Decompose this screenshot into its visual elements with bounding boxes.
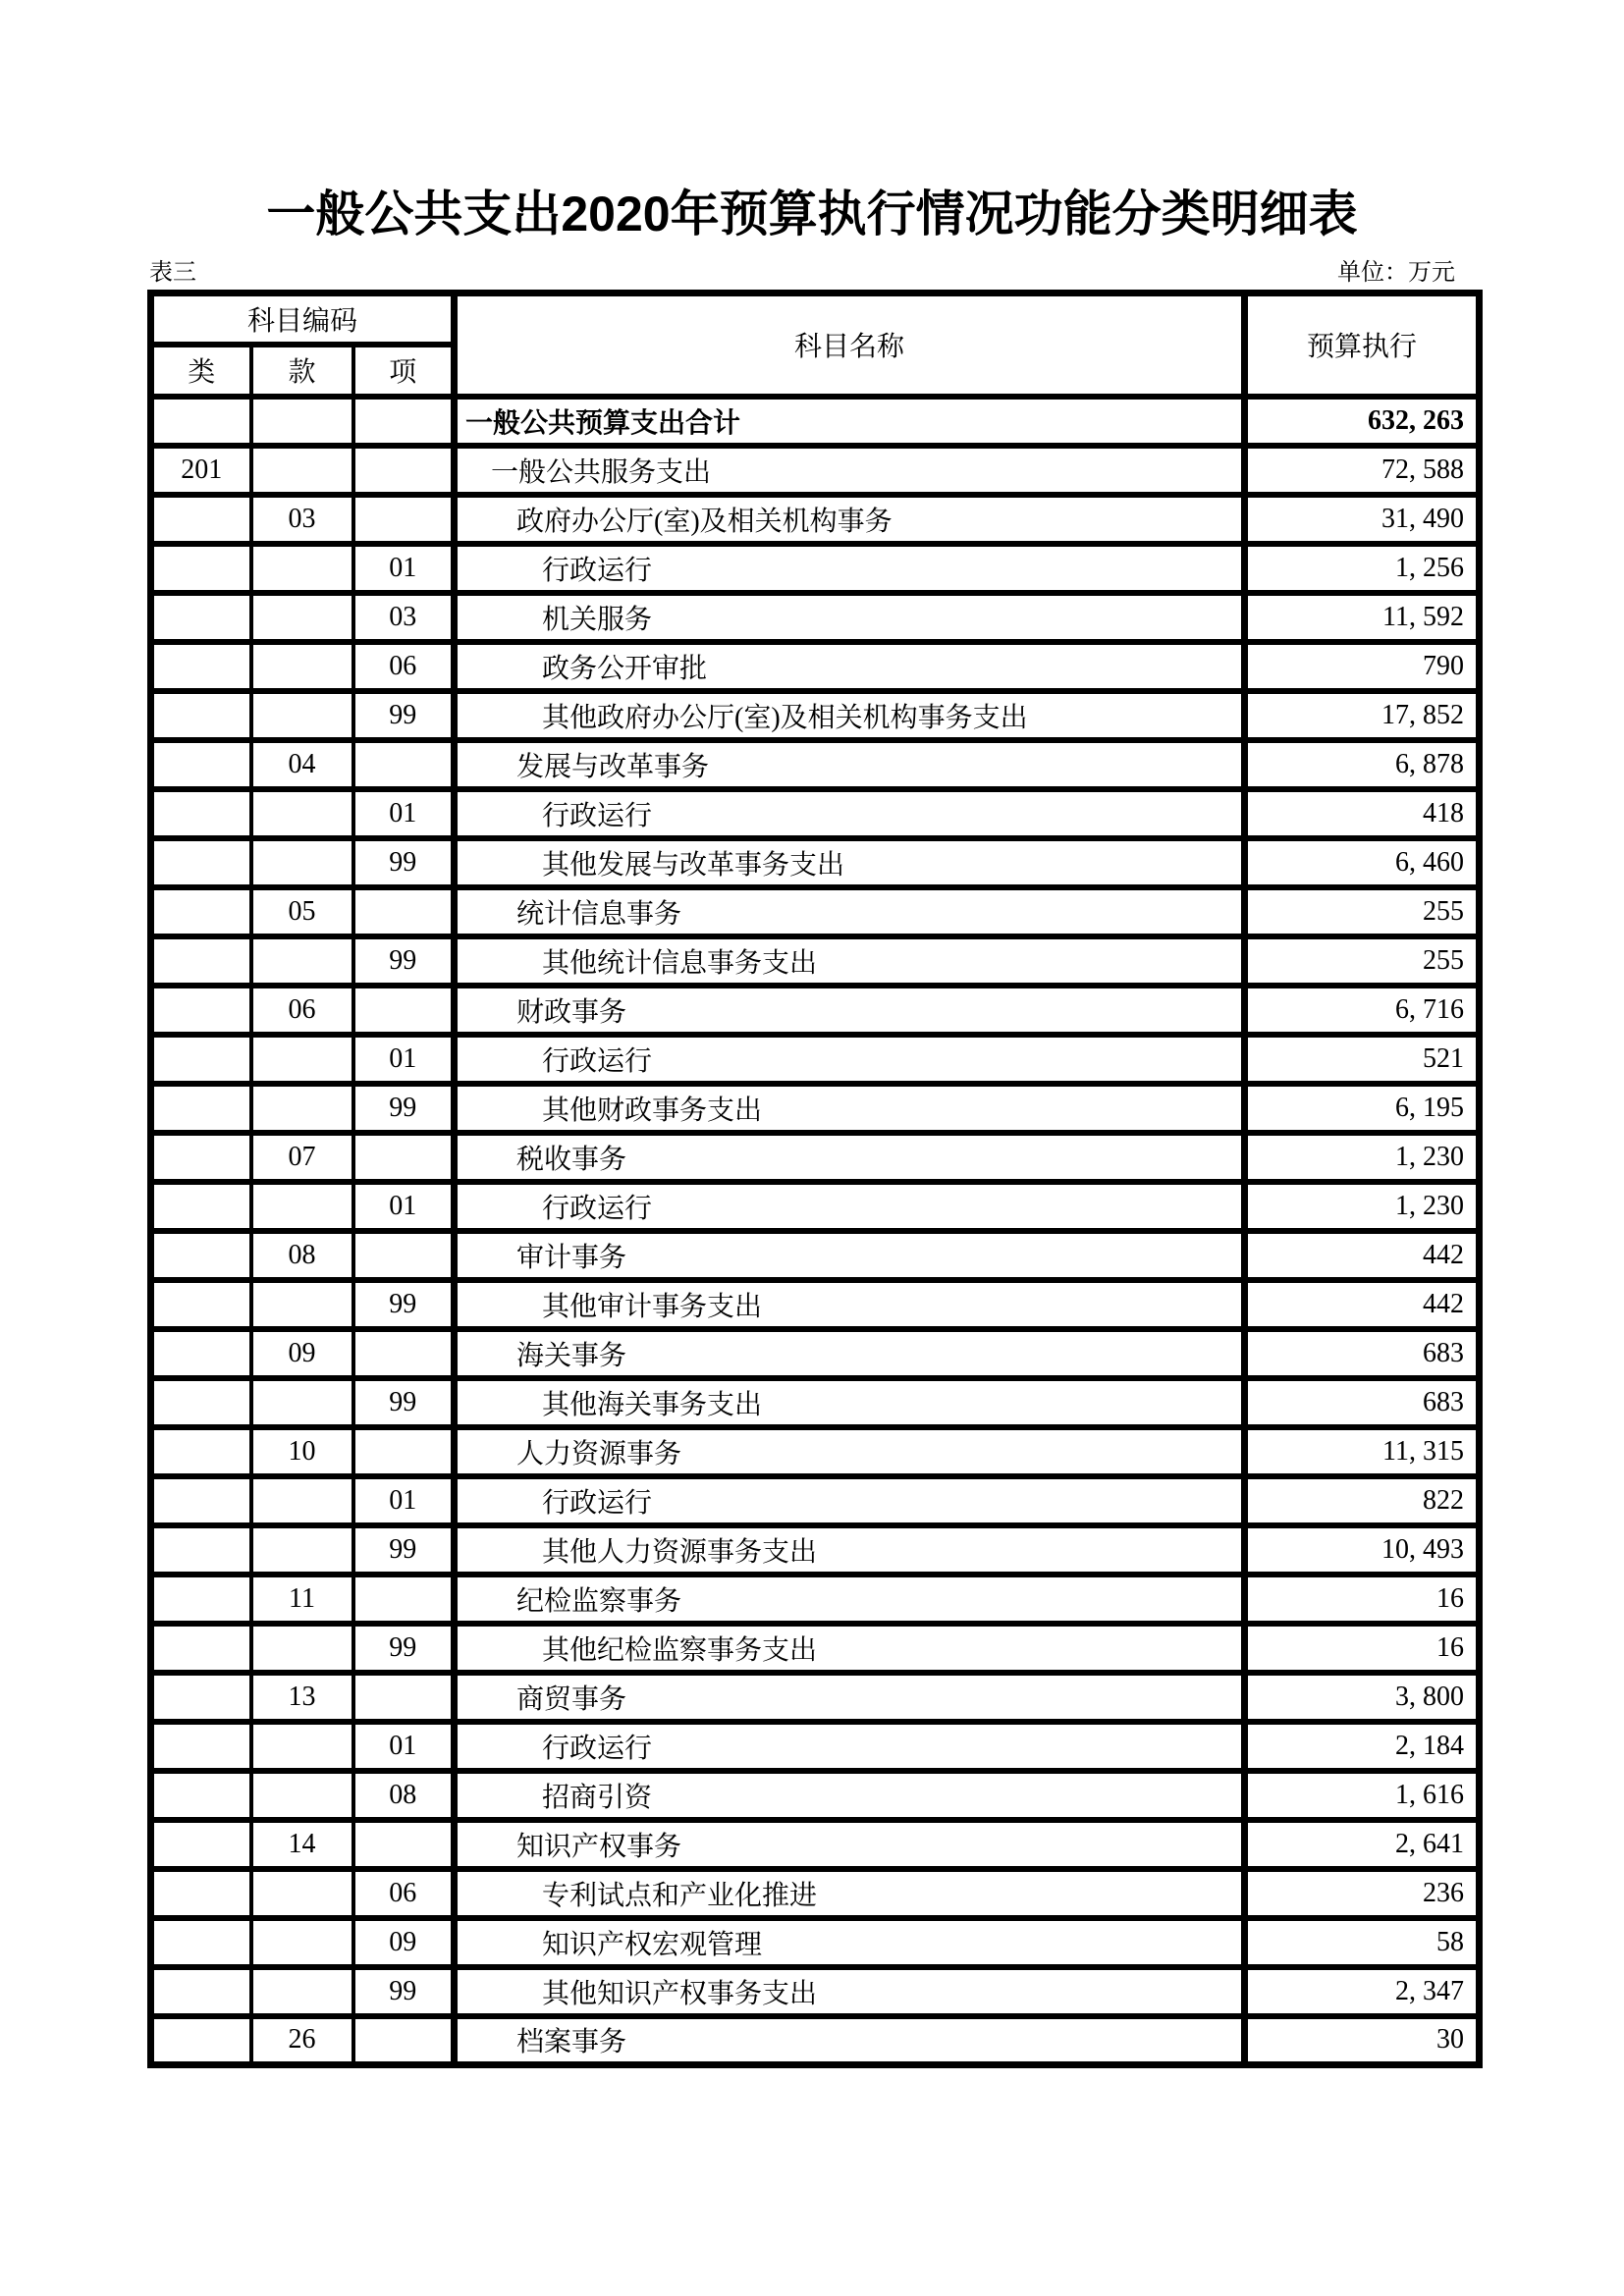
cell-xiang-code [353,397,455,446]
cell-lei-code [151,2016,251,2065]
cell-subject-name: 其他审计事务支出 [455,1280,1245,1329]
cell-xiang-code [353,1231,455,1280]
cell-xiang-code: 01 [353,1182,455,1231]
cell-subject-name: 其他纪检监察事务支出 [455,1624,1245,1673]
cell-kuan-code [251,1084,353,1133]
table-row [151,1673,1480,1722]
cell-kuan-code: 05 [251,887,353,936]
cell-xiang-code [353,887,455,936]
cell-xiang-code [353,1575,455,1624]
cell-budget-value: 2, 184 [1245,1722,1480,1771]
cell-budget-value: 30 [1245,2016,1480,2065]
cell-xiang-code [353,495,455,544]
cell-lei-code [151,1918,251,1967]
cell-budget-value: 683 [1245,1378,1480,1427]
table-row [151,789,1480,838]
cell-subject-name: 其他知识产权事务支出 [455,1967,1245,2016]
cell-subject-name: 其他财政事务支出 [455,1084,1245,1133]
cell-kuan-code: 14 [251,1820,353,1869]
cell-lei-code [151,1035,251,1084]
cell-subject-name: 专利试点和产业化推进 [455,1869,1245,1918]
cell-subject-name: 统计信息事务 [455,887,1245,936]
cell-budget-value: 2, 641 [1245,1820,1480,1869]
cell-lei-code [151,1378,251,1427]
cell-lei-code [151,1476,251,1525]
cell-subject-name: 商贸事务 [455,1673,1245,1722]
cell-kuan-code: 08 [251,1231,353,1280]
cell-kuan-code: 07 [251,1133,353,1182]
cell-xiang-code: 01 [353,1035,455,1084]
cell-subject-name: 财政事务 [455,986,1245,1035]
header-xiang-column: 项 [353,345,455,397]
table-row [151,1624,1480,1673]
cell-kuan-code [251,1182,353,1231]
cell-budget-value: 683 [1245,1329,1480,1378]
table-row [151,642,1480,691]
header-row-top [151,294,1480,345]
cell-xiang-code [353,1427,455,1476]
table-meta-line [149,253,1455,287]
cell-budget-value: 3, 800 [1245,1673,1480,1722]
cell-lei-code [151,593,251,642]
table-row [151,1476,1480,1525]
cell-xiang-code [353,446,455,495]
cell-lei-code [151,1525,251,1575]
cell-kuan-code [251,1035,353,1084]
cell-lei-code [151,1722,251,1771]
cell-lei-code [151,1771,251,1820]
table-row [151,544,1480,593]
cell-budget-value: 6, 460 [1245,838,1480,887]
cell-budget-value: 6, 195 [1245,1084,1480,1133]
table-row [151,1280,1480,1329]
cell-lei-code [151,1575,251,1624]
cell-lei-code [151,544,251,593]
table-row [151,495,1480,544]
cell-xiang-code [353,2016,455,2065]
cell-budget-value: 6, 878 [1245,740,1480,789]
table-row [151,986,1480,1035]
cell-budget-value: 255 [1245,936,1480,986]
table-row [151,593,1480,642]
cell-budget-value: 58 [1245,1918,1480,1967]
cell-lei-code [151,1133,251,1182]
cell-budget-value: 1, 230 [1245,1182,1480,1231]
cell-kuan-code [251,838,353,887]
cell-xiang-code: 99 [353,936,455,986]
cell-lei-code [151,1869,251,1918]
cell-budget-value: 17, 852 [1245,691,1480,740]
cell-budget-value: 255 [1245,887,1480,936]
cell-lei-code: 201 [151,446,251,495]
cell-budget-value: 632, 263 [1245,397,1480,446]
cell-subject-name: 一般公共预算支出合计 [455,397,1245,446]
cell-subject-name: 机关服务 [455,593,1245,642]
table-row [151,1771,1480,1820]
cell-xiang-code: 03 [353,593,455,642]
cell-xiang-code [353,740,455,789]
cell-subject-name: 知识产权事务 [455,1820,1245,1869]
cell-subject-name: 行政运行 [455,789,1245,838]
cell-kuan-code: 11 [251,1575,353,1624]
cell-kuan-code [251,1771,353,1820]
cell-lei-code [151,691,251,740]
table-row [151,936,1480,986]
cell-subject-name: 政务公开审批 [455,642,1245,691]
cell-budget-value: 6, 716 [1245,986,1480,1035]
table-row [151,1133,1480,1182]
cell-kuan-code [251,1378,353,1427]
header-code-group: 科目编码 [151,294,455,345]
cell-xiang-code: 08 [353,1771,455,1820]
header-name-column: 科目名称 [455,294,1245,397]
cell-kuan-code [251,1722,353,1771]
cell-kuan-code [251,642,353,691]
table-row [151,1378,1480,1427]
cell-kuan-code [251,397,353,446]
cell-kuan-code [251,1918,353,1967]
cell-subject-name: 行政运行 [455,544,1245,593]
table-row [151,1084,1480,1133]
cell-budget-value: 442 [1245,1280,1480,1329]
table-row [151,446,1480,495]
cell-xiang-code [353,1329,455,1378]
header-kuan-column: 款 [251,345,353,397]
cell-xiang-code: 06 [353,1869,455,1918]
table-row [151,1820,1480,1869]
cell-lei-code [151,1673,251,1722]
table-body [151,397,1480,2065]
cell-budget-value: 72, 588 [1245,446,1480,495]
table-row [151,691,1480,740]
cell-budget-value: 16 [1245,1624,1480,1673]
cell-subject-name: 档案事务 [455,2016,1245,2065]
cell-budget-value: 31, 490 [1245,495,1480,544]
cell-kuan-code: 10 [251,1427,353,1476]
cell-xiang-code: 99 [353,838,455,887]
cell-budget-value: 16 [1245,1575,1480,1624]
cell-subject-name: 其他统计信息事务支出 [455,936,1245,986]
cell-xiang-code: 99 [353,1624,455,1673]
cell-subject-name: 招商引资 [455,1771,1245,1820]
cell-xiang-code: 99 [353,1378,455,1427]
cell-xiang-code [353,986,455,1035]
cell-kuan-code [251,789,353,838]
cell-budget-value: 418 [1245,789,1480,838]
cell-subject-name: 纪检监察事务 [455,1575,1245,1624]
cell-subject-name: 政府办公厅(室)及相关机构事务 [455,495,1245,544]
cell-kuan-code [251,593,353,642]
cell-subject-name: 行政运行 [455,1722,1245,1771]
cell-kuan-code [251,1869,353,1918]
cell-budget-value: 1, 616 [1245,1771,1480,1820]
table-row [151,1231,1480,1280]
budget-table [147,290,1483,2068]
cell-kuan-code: 04 [251,740,353,789]
cell-lei-code [151,1427,251,1476]
cell-budget-value: 10, 493 [1245,1525,1480,1575]
cell-lei-code [151,740,251,789]
cell-budget-value: 1, 256 [1245,544,1480,593]
cell-budget-value: 442 [1245,1231,1480,1280]
table-row [151,397,1480,446]
cell-budget-value: 236 [1245,1869,1480,1918]
cell-xiang-code: 99 [353,1525,455,1575]
cell-xiang-code: 99 [353,1280,455,1329]
cell-lei-code [151,936,251,986]
cell-lei-code [151,642,251,691]
table-row [151,1869,1480,1918]
table-row [151,1525,1480,1575]
cell-kuan-code: 06 [251,986,353,1035]
unit-label: 单位：万元 [1337,260,1455,286]
cell-xiang-code [353,1673,455,1722]
table-row [151,1035,1480,1084]
table-row [151,1575,1480,1624]
header-value-column: 预算执行 [1245,294,1480,397]
cell-lei-code [151,1329,251,1378]
cell-kuan-code [251,936,353,986]
cell-budget-value: 521 [1245,1035,1480,1084]
cell-subject-name: 其他海关事务支出 [455,1378,1245,1427]
cell-kuan-code: 13 [251,1673,353,1722]
cell-lei-code [151,789,251,838]
cell-xiang-code [353,1133,455,1182]
cell-subject-name: 其他发展与改革事务支出 [455,838,1245,887]
cell-subject-name: 其他人力资源事务支出 [455,1525,1245,1575]
table-number-label: 表三 [149,260,196,286]
cell-lei-code [151,397,251,446]
cell-xiang-code: 01 [353,1476,455,1525]
table-row [151,1722,1480,1771]
table-row [151,740,1480,789]
cell-xiang-code: 99 [353,1084,455,1133]
cell-kuan-code [251,446,353,495]
cell-kuan-code [251,1476,353,1525]
cell-xiang-code: 99 [353,1967,455,2016]
cell-kuan-code [251,691,353,740]
cell-budget-value: 11, 592 [1245,593,1480,642]
table-row [151,1918,1480,1967]
cell-budget-value: 11, 315 [1245,1427,1480,1476]
cell-subject-name: 人力资源事务 [455,1427,1245,1476]
cell-lei-code [151,887,251,936]
cell-xiang-code [353,1820,455,1869]
cell-kuan-code: 03 [251,495,353,544]
table-row [151,2016,1480,2065]
cell-lei-code [151,1967,251,2016]
table-row [151,838,1480,887]
cell-subject-name: 海关事务 [455,1329,1245,1378]
cell-lei-code [151,986,251,1035]
cell-subject-name: 发展与改革事务 [455,740,1245,789]
cell-subject-name: 行政运行 [455,1182,1245,1231]
cell-kuan-code [251,544,353,593]
cell-xiang-code: 01 [353,1722,455,1771]
cell-kuan-code [251,1280,353,1329]
table-header [151,294,1480,397]
page-title: 一般公共支出2020年预算执行情况功能分类明细表 [266,187,1358,241]
cell-lei-code [151,495,251,544]
cell-xiang-code: 09 [353,1918,455,1967]
cell-subject-name: 行政运行 [455,1476,1245,1525]
cell-kuan-code: 26 [251,2016,353,2065]
cell-kuan-code: 09 [251,1329,353,1378]
cell-lei-code [151,1820,251,1869]
cell-lei-code [151,1182,251,1231]
cell-budget-value: 1, 230 [1245,1133,1480,1182]
cell-budget-value: 2, 347 [1245,1967,1480,2016]
cell-kuan-code [251,1967,353,2016]
cell-lei-code [151,838,251,887]
cell-xiang-code: 99 [353,691,455,740]
table-row [151,1967,1480,2016]
header-lei-column: 类 [151,345,251,397]
cell-subject-name: 知识产权宏观管理 [455,1918,1245,1967]
cell-subject-name: 审计事务 [455,1231,1245,1280]
cell-xiang-code: 06 [353,642,455,691]
cell-subject-name: 行政运行 [455,1035,1245,1084]
cell-budget-value: 790 [1245,642,1480,691]
cell-kuan-code [251,1525,353,1575]
cell-subject-name: 其他政府办公厅(室)及相关机构事务支出 [455,691,1245,740]
cell-subject-name: 税收事务 [455,1133,1245,1182]
cell-xiang-code: 01 [353,544,455,593]
cell-subject-name: 一般公共服务支出 [455,446,1245,495]
table-row [151,1182,1480,1231]
cell-lei-code [151,1084,251,1133]
cell-lei-code [151,1624,251,1673]
cell-budget-value: 822 [1245,1476,1480,1525]
cell-kuan-code [251,1624,353,1673]
table-row [151,887,1480,936]
cell-lei-code [151,1231,251,1280]
cell-lei-code [151,1280,251,1329]
cell-xiang-code: 01 [353,789,455,838]
table-row [151,1329,1480,1378]
table-row [151,1427,1480,1476]
